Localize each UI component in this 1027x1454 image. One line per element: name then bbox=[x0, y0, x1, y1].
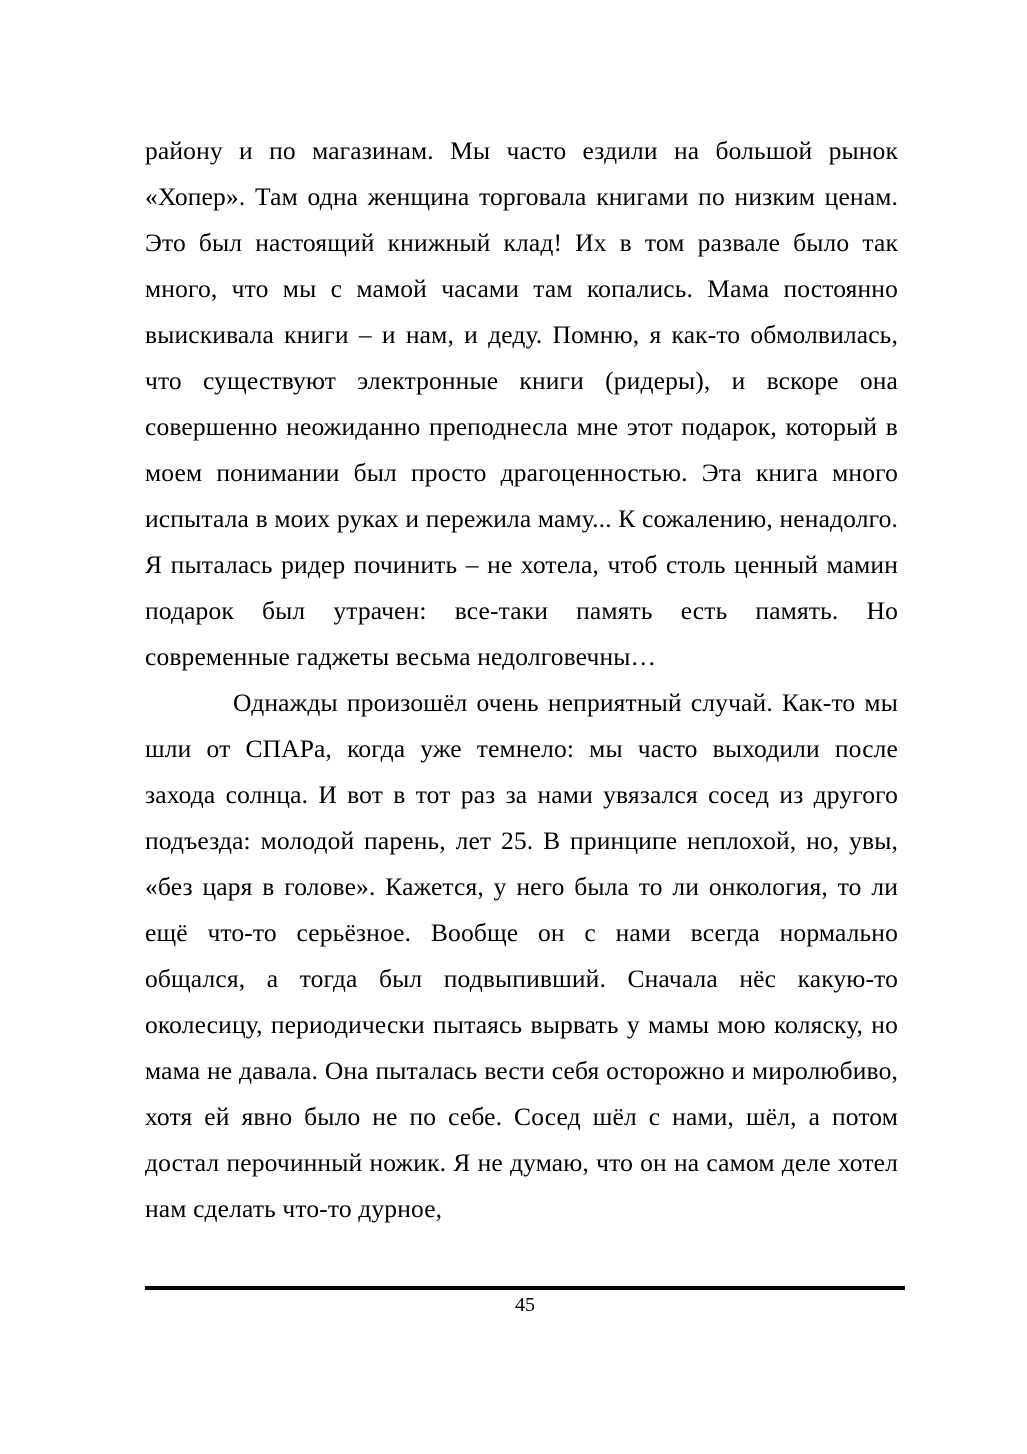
page-number: 45 bbox=[515, 1294, 535, 1316]
body-paragraph: Однажды произошёл очень неприятный случай. Как-то мы шли от СПАРа, когда уже темнело: мы часто выходили после захода солнца. И вот в тот раз за нами увязался сосед из другого подъезда: молодой парень, лет 25. В принципе неплохой, но, увы, «без царя в голове». Кажется, у него была то ли онкология, то ли ещё что-то серьёзное. Вообще он с нами всегда нормально общался, а тогда был подвыпивший. Сначала нёс какую-то околесицу, периодически пытаясь вырвать у мамы мою коляску, но мама не давала. Она пыталась вести себя осторожно и миролюбиво, хотя ей явно было не по себе. Сосед шёл с нами, шёл, а потом достал перочинный ножик. Я не думаю, что он на самом деле хотел нам сделать что-то дурное, bbox=[145, 688, 898, 1223]
footer-divider bbox=[145, 1286, 905, 1290]
page-footer bbox=[145, 1286, 905, 1317]
body-paragraph: району и по магазинам. Мы часто ездили на большой рынок «Хопер». Там одна женщина торговала книгами по низким ценам. Это был настоящий книжный клад! Их в том развале было так много, что мы с мамой часами там копались. Мама постоянно выискивала книги – и нам, и деду. Помню, я как-то обмолвилась, что существуют электронные книги (ридеры), и вскоре она совершенно неожиданно преподнесла мне этот подарок, который в моем понимании был просто драгоценностью. Эта книга много испытала в моих руках и пережила маму... К сожалению, ненадолго. Я пыталась ридер починить – не хотела, чтоб столь ценный мамин подарок был утрачен: все-таки память есть память. Но современные гаджеты весьма недолговечны… bbox=[145, 136, 898, 671]
page-text-body bbox=[145, 128, 898, 1232]
